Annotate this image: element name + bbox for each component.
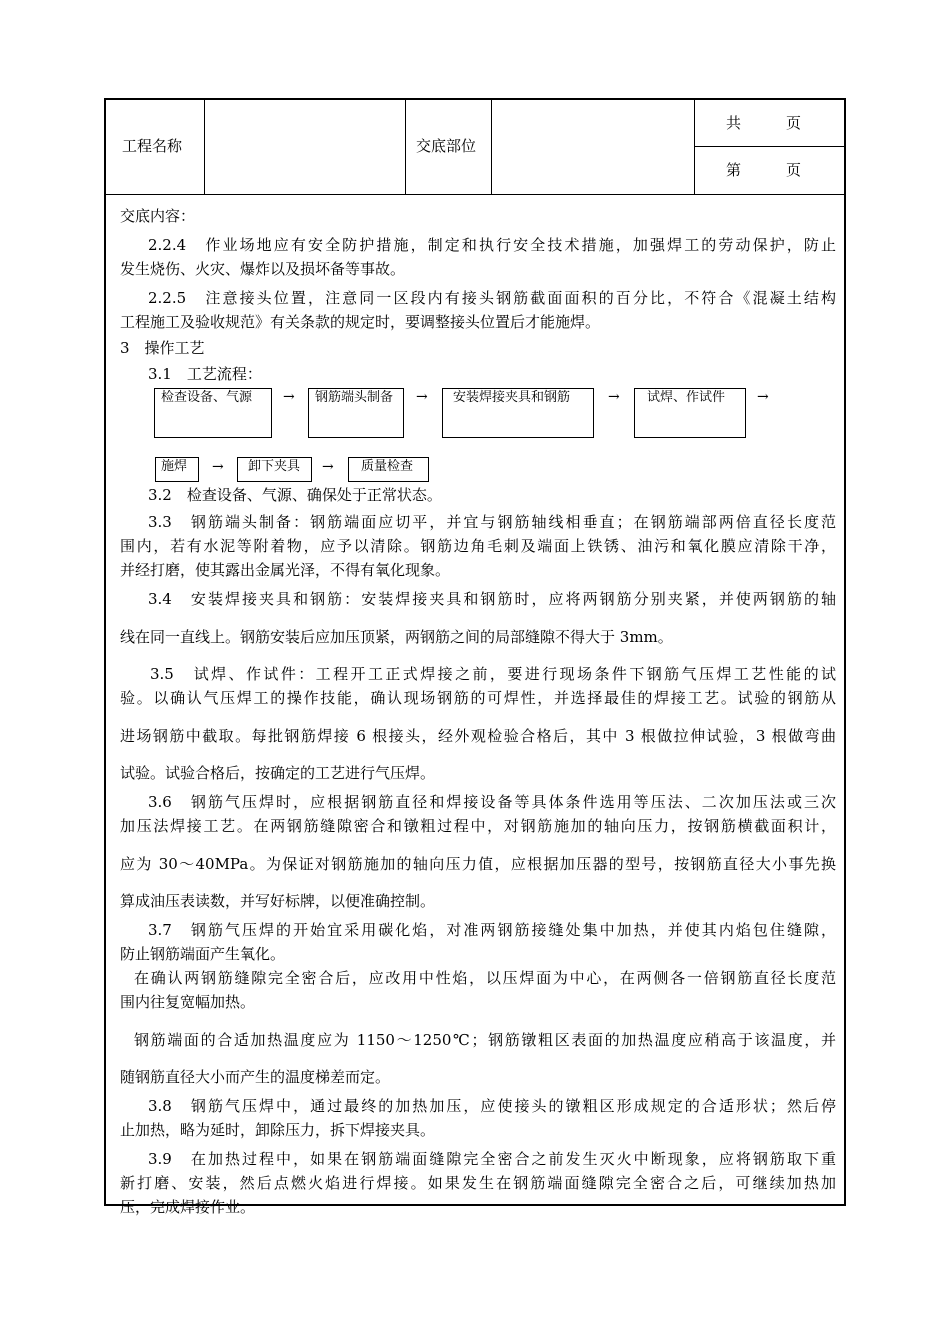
flow-step: 质量检查 bbox=[348, 457, 429, 482]
paragraph-line: 进场钢筋中截取。每批钢筋焊接 6 根接头，经外观检验合格后，其中 3 根做拉伸试验，3 根做弯曲 bbox=[120, 727, 836, 745]
divider bbox=[491, 100, 492, 194]
paragraph-line: 新打磨、安装，然后点燃火焰进行焊接。如果发生在钢筋端面缝隙完全密合之后，可继续加热加 bbox=[120, 1174, 836, 1192]
paragraph-line: 加压法焊接工艺。在两钢筋缝隙密合和镦粗过程中，对钢筋施加的轴向压力，按钢筋横截面积计， bbox=[120, 817, 836, 835]
flow-step: 试焊、作试件 bbox=[634, 388, 746, 438]
flow-step: 钢筋端头制备 bbox=[308, 388, 404, 438]
section-heading: 3 操作工艺 bbox=[120, 339, 205, 357]
paragraph-line: 发生烧伤、火灾、爆炸以及损坏备等事故。 bbox=[120, 260, 406, 278]
flow-step: 检查设备、气源 bbox=[154, 388, 272, 438]
paragraph-line: 3.2 检查设备、气源、确保处于正常状态。 bbox=[148, 486, 442, 504]
paragraph-line: 3.8 钢筋气压焊中，通过最终的加热加压，应使接头的镦粗区形成规定的合适形状；然后停 bbox=[148, 1097, 836, 1115]
paragraph-line: 工程施工及验收规范》有关条款的规定时，要调整接头位置后才能施焊。 bbox=[120, 313, 601, 331]
paragraph-line: 2.2.4 作业场地应有安全防护措施，制定和执行安全技术措施，加强焊工的劳动保护，防止 bbox=[148, 236, 836, 254]
paragraph-line: 钢筋端面的合适加热温度应为 1150～1250℃；钢筋镦粗区表面的加热温度应稍高于该温度，并 bbox=[134, 1031, 836, 1049]
paragraph-line: 在确认两钢筋缝隙完全密合后，应改用中性焰，以压焊面为中心，在两侧各一倍钢筋直径长度范 bbox=[134, 969, 836, 987]
divider bbox=[694, 146, 844, 147]
document-frame bbox=[104, 98, 846, 1216]
location-label: 交底部位 bbox=[416, 137, 477, 155]
flow-arrow: → bbox=[416, 389, 428, 405]
project-name-label: 工程名称 bbox=[122, 137, 183, 155]
total-pages: 共 页 bbox=[726, 114, 802, 132]
location-field[interactable] bbox=[493, 137, 692, 155]
flow-arrow: → bbox=[757, 389, 769, 405]
divider bbox=[204, 100, 205, 194]
paragraph-line: 3.9 在加热过程中，如果在钢筋端面缝隙完全密合之前发生灭火中断现象，应将钢筋取下重 bbox=[148, 1150, 836, 1168]
paragraph-line: 应为 30～40MPa。为保证对钢筋施加的轴向压力值，应根据加压器的型号，按钢筋直径大小事先换 bbox=[120, 855, 836, 873]
paragraph-line: 并经打磨，使其露出金属光泽，不得有氧化现象。 bbox=[120, 561, 451, 579]
project-name-field[interactable] bbox=[206, 137, 403, 155]
paragraph-line: 算成油压表读数，并写好标牌，以便准确控制。 bbox=[120, 892, 436, 910]
divider bbox=[405, 100, 406, 194]
paragraph-line: 验。以确认气压焊工的操作技能，确认现场钢筋的可焊性，并选择最佳的焊接工艺。试验的钢筋从 bbox=[120, 689, 836, 707]
paragraph-line: 试验。试验合格后，按确定的工艺进行气压焊。 bbox=[120, 764, 436, 782]
paragraph-line: 2.2.5 注意接头位置，注意同一区段内有接头钢筋截面面积的百分比，不符合《混凝土结构 bbox=[148, 289, 836, 307]
flow-arrow: → bbox=[283, 389, 295, 405]
flow-step: 安装焊接夹具和钢筋 bbox=[442, 388, 594, 438]
flow-arrow: → bbox=[212, 459, 224, 475]
paragraph-line: 3.7 钢筋气压焊的开始宜采用碳化焰，对准两钢筋接缝处集中加热，并使其内焰包住缝隙， bbox=[148, 921, 836, 939]
divider bbox=[694, 100, 695, 194]
paragraph-line: 止加热，略为延时，卸除压力，拆下焊接夹具。 bbox=[120, 1121, 436, 1139]
paragraph-line: 3.6 钢筋气压焊时，应根据钢筋直径和焊接设备等具体条件选用等压法、二次加压法或三次 bbox=[148, 793, 836, 811]
flow-arrow: → bbox=[608, 389, 620, 405]
flow-step: 施焊 bbox=[155, 457, 199, 482]
flow-arrow: → bbox=[322, 459, 334, 475]
content-label: 交底内容： bbox=[120, 207, 196, 225]
paragraph-line: 压，完成焊接作业。 bbox=[120, 1198, 256, 1216]
paragraph-line: 随钢筋直径大小而产生的温度梯差而定。 bbox=[120, 1068, 391, 1086]
flow-step: 卸下夹具 bbox=[237, 457, 312, 482]
paragraph-line: 3.1 工艺流程： bbox=[148, 365, 262, 383]
paragraph-line: 3.4 安装焊接夹具和钢筋：安装焊接夹具和钢筋时，应将两钢筋分别夹紧，并使两钢筋的轴 bbox=[148, 590, 836, 608]
paragraph-line: 3.3 钢筋端头制备：钢筋端面应切平，并宜与钢筋轴线相垂直；在钢筋端部两倍直径长度范 bbox=[148, 513, 836, 531]
header-table bbox=[106, 100, 844, 195]
page-number: 第 页 bbox=[726, 161, 802, 179]
paragraph-line: 围内往复宽幅加热。 bbox=[120, 993, 256, 1011]
paragraph-line: 围内，若有水泥等附着物，应予以清除。钢筋边角毛刺及端面上铁锈、油污和氧化膜应清除干净， bbox=[120, 537, 836, 555]
paragraph-line: 线在同一直线上。钢筋安装后应加压顶紧，两钢筋之间的局部缝隙不得大于 3mm。 bbox=[120, 628, 673, 646]
paragraph-line: 3.5 试焊、作试件：工程开工正式焊接之前，要进行现场条件下钢筋气压焊工艺性能的试 bbox=[150, 665, 836, 683]
paragraph-line: 防止钢筋端面产生氧化。 bbox=[120, 945, 286, 963]
